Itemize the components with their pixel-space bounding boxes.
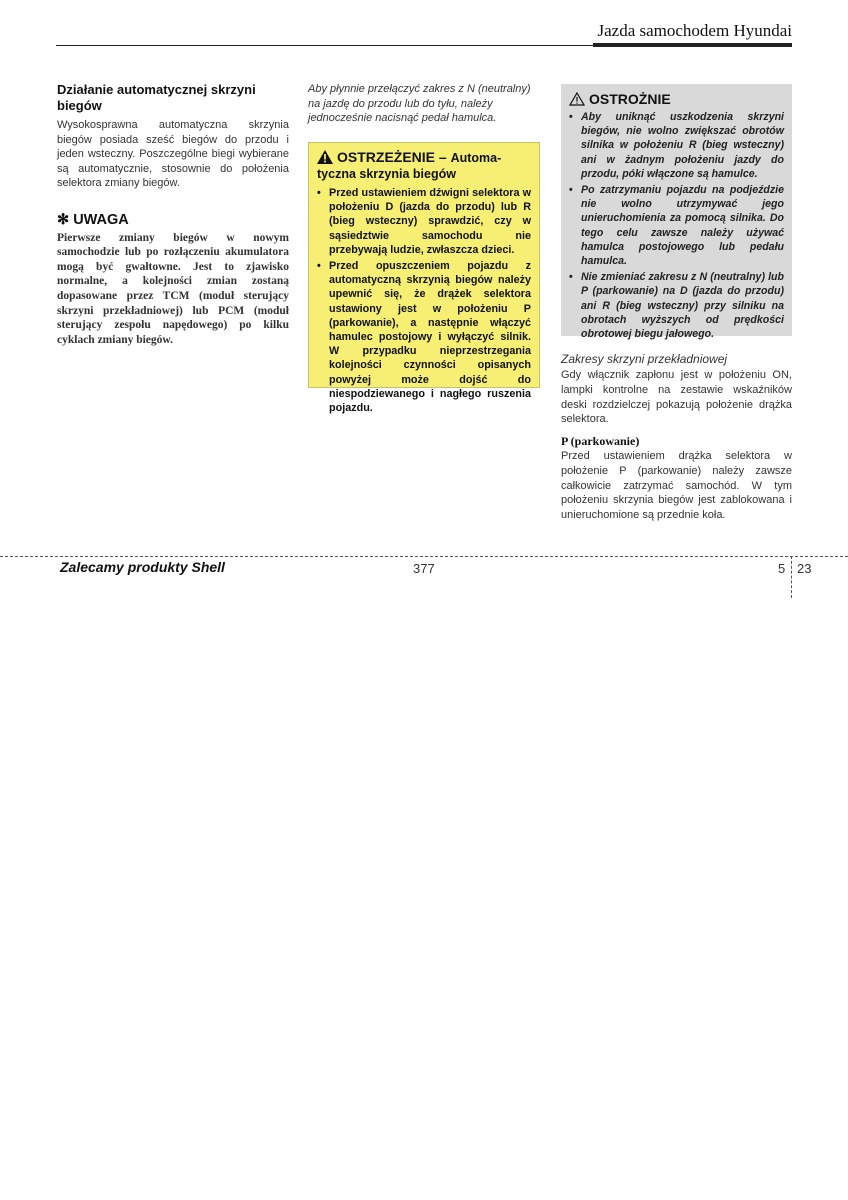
warning-list <box>317 186 531 415</box>
park-body: Przed ustawieniem drążka selektora w położenie P (parkowanie) należy zawsze całkowicie zatrzymać samochód. W tym położeniu skrzynia biegów jest zablokowana i unieruchomione są przednie koła. <box>561 450 792 522</box>
header-title: Jazda samochodem Hyundai <box>597 21 792 40</box>
footer-divider <box>791 556 792 598</box>
column-2 <box>308 82 542 126</box>
ranges-body: Gdy włącznik zapłonu jest w położeniu ON, lampki kontrolne na zestawie wskaźników deski rozdzielczej pokazują położenie drążka selektora. <box>561 369 792 426</box>
footer-rule <box>0 556 848 557</box>
header-rule-thick <box>593 43 792 47</box>
caution-label: OSTROŻNIE <box>589 91 671 107</box>
asterisk-icon: ✻ <box>57 211 70 228</box>
footer-section-page: 23 <box>797 561 812 576</box>
footer-page-number: 377 <box>413 561 435 576</box>
warning-label: OSTRZEŻENIE <box>337 149 436 165</box>
park-heading: P (parkowanie) <box>561 434 640 448</box>
ranges-heading: Zakresy skrzyni przekładniowej <box>561 352 728 366</box>
intro-text: Aby płynnie przełączyć zakres z N (neutralny) na jazdę do przodu lub do tyłu, należy jednocześnie nacisnąć pedał hamulca. <box>308 83 531 125</box>
caution-triangle-outline-icon <box>569 92 585 106</box>
warning-triangle-icon <box>317 150 333 164</box>
note-title <box>57 213 289 228</box>
warning-item: • Przed ustawieniem dźwigni selektora w położeniu D (jazda do przodu) lub R (bieg wsteczny) sprawdzić, czy w sąsiedztwie samochodu nie przebywają ludzie, zwłaszcza dzieci. <box>317 186 531 257</box>
caution-item: • Po zatrzymaniu pojazdu na podjeździe nie wolno utrzymywać jego unieruchomienia za pomocą silnika. Do tego celu zawsze należy używać hamulca postojowego lub pedału hamulca. <box>569 183 784 268</box>
caution-title <box>569 91 784 107</box>
warning-subtitle-1: Automa- <box>450 151 502 165</box>
warning-box <box>308 142 540 415</box>
caution-box <box>561 84 792 341</box>
section-body: Wysokosprawna automatyczna skrzynia biegów posiada sześć biegów do przodu i jeden wsteczny. Poszczególne biegi wybierane są automatycznie, stosownie do położenia selektora zmiany biegów. <box>57 119 289 190</box>
footer-section-number: 5 <box>778 561 786 576</box>
section-heading: Działanie automatycznej skrzyni biegów <box>57 82 256 113</box>
column-1 <box>57 82 289 347</box>
footer-brand-text: Zalecamy produkty Shell <box>60 559 225 575</box>
caution-item: • Nie zmieniać zakresu z N (neutralny) lub P (parkowanie) na D (jazda do przodu) ani R (bieg wsteczny) przy silniku na obrotach wyższych od prędkości obrotowej biegu jałowego. <box>569 270 784 341</box>
warning-item: • Przed opuszczeniem pojazdu z automatyczną skrzynią biegów należy upewnić się, że drążek selektora ustawiony jest w położeniu P (parkowanie), a następnie włączyć hamulec postojowy i wyłączyć silnik. W przypadku nieprzestrzegania kolejności czynności opisanych powyżej może dojść do niespodziewanego i nagłego ruszenia pojazdu. <box>317 259 531 415</box>
warning-subtitle-2: tyczna skrzynia biegów <box>317 167 456 181</box>
note-body: Pierwsze zmiany biegów w nowym samochodzie lub po rozłączeniu akumulatora mogą być gwałtowne. Jest to zjawisko normalne, a kolejności zmian zostaną dopasowane przez TCM (moduł sterujący skrzyni przekładniowej) lub PCM (moduł sterujący zespołu napędowego) po kilku cyklach zmiany biegów. <box>57 231 289 346</box>
caution-item: • Aby uniknąć uszkodzenia skrzyni biegów, nie wolno zwiększać obrotów silnika w położeniu R (bieg wsteczny) ani w żadnym położeniu jazdy do przodu, póki włączone są hamulce. <box>569 110 784 181</box>
caution-list <box>569 110 784 341</box>
warning-title <box>317 150 531 182</box>
note-label: UWAGA <box>73 211 129 228</box>
warning-dash: – <box>438 149 447 165</box>
